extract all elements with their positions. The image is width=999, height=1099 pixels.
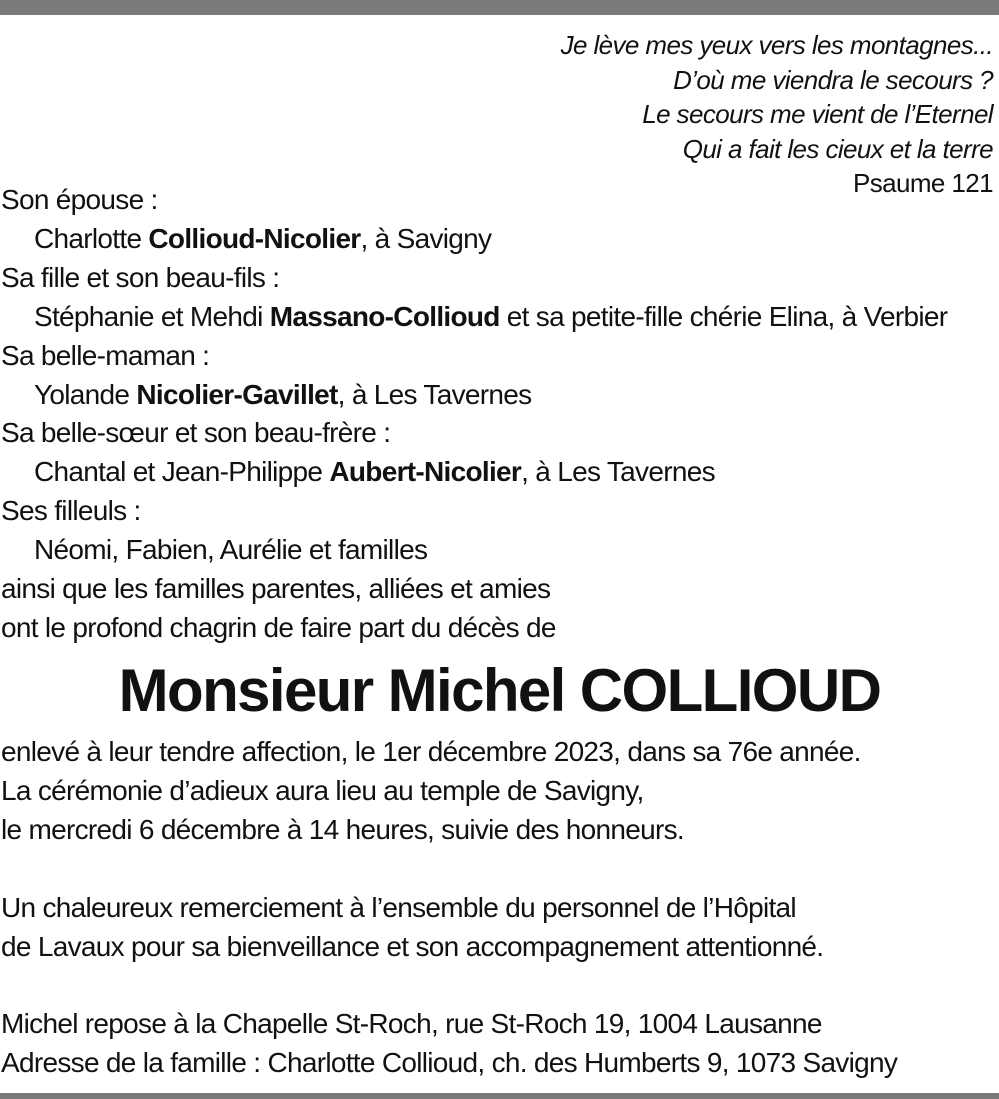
members-location: et sa petite-fille chérie Elina, à Verbier: [499, 300, 948, 332]
paragraph-spacer: [1, 966, 996, 1005]
thanks-line: Un chaleureux remerciement à l’ensemble du personnel de l’Hôpital: [1, 891, 796, 923]
address-line: Michel repose à la Chapelle St-Roch, rue St-Roch 19, 1004 Lausanne: [1, 1008, 822, 1040]
top-border-rule: [0, 0, 999, 15]
deceased-name: Monsieur Michel COLLIOUD: [118, 657, 881, 724]
family-list: [1, 181, 996, 648]
members-surname: Aubert-Nicolier: [329, 456, 522, 488]
bottom-border-rule: [0, 1093, 999, 1099]
paragraph-spacer: [1, 850, 996, 889]
closing-line: ainsi que les familles parentes, alliées et amies: [1, 573, 551, 605]
relation-label: Sa belle-sœur et son beau-frère :: [1, 417, 391, 449]
members-given-names: Stéphanie et Mehdi: [34, 300, 270, 332]
psalm-verse: Le secours me vient de l’Eternel: [642, 99, 993, 129]
psalm-verse: D’où me viendra le secours ?: [673, 64, 993, 95]
members-location: , à Les Tavernes: [521, 456, 715, 488]
members-given-names: Yolande: [34, 378, 137, 410]
family-members: [1, 453, 996, 492]
psalm-verse: Je lève mes yeux vers les montagnes...: [560, 30, 993, 60]
members-surname: Collioud-Nicolier: [148, 222, 361, 254]
closing-line: ont le profond chagrin de faire part du décès de: [1, 611, 556, 643]
detail-line: le mercredi 6 décembre à 14 heures, suivie des honneurs.: [1, 813, 684, 845]
family-members: [1, 531, 996, 570]
relation-label: Sa belle-maman :: [1, 339, 210, 371]
members-surname: Massano-Collioud: [269, 300, 500, 332]
family-members: [1, 298, 996, 337]
members-location: , à Savigny: [360, 222, 492, 254]
psalm-verse: Qui a fait les cieux et la terre: [682, 133, 993, 164]
members-given-names: Charlotte: [34, 222, 149, 254]
relation-label: Sa fille et son beau-fils :: [1, 261, 280, 293]
relation-label: Son épouse :: [1, 184, 158, 215]
detail-line: enlevé à leur tendre affection, le 1er décembre 2023, dans sa 76e année.: [1, 736, 861, 767]
members-given-names: Néomi, Fabien, Aurélie et familles: [34, 534, 428, 566]
address-line: Adresse de la famille : Charlotte Collioud, ch. des Humberts 9, 1073 Savigny: [1, 1047, 898, 1079]
family-members: [1, 220, 996, 259]
members-surname: Nicolier-Gavillet: [136, 378, 338, 410]
relation-label: Ses filleuls :: [1, 495, 141, 527]
psalm-quote: [561, 28, 993, 201]
members-given-names: Chantal et Jean-Philippe: [34, 456, 330, 488]
announcement-details: [1, 733, 996, 1083]
thanks-line: de Lavaux pour sa bienveillance et son accompagnement attentionné.: [1, 930, 824, 962]
detail-line: La cérémonie d’adieux aura lieu au temple de Savigny,: [1, 774, 644, 806]
members-location: , à Les Tavernes: [337, 378, 532, 410]
psalm-reference: Psaume 121: [853, 168, 993, 198]
family-members: [1, 376, 996, 415]
